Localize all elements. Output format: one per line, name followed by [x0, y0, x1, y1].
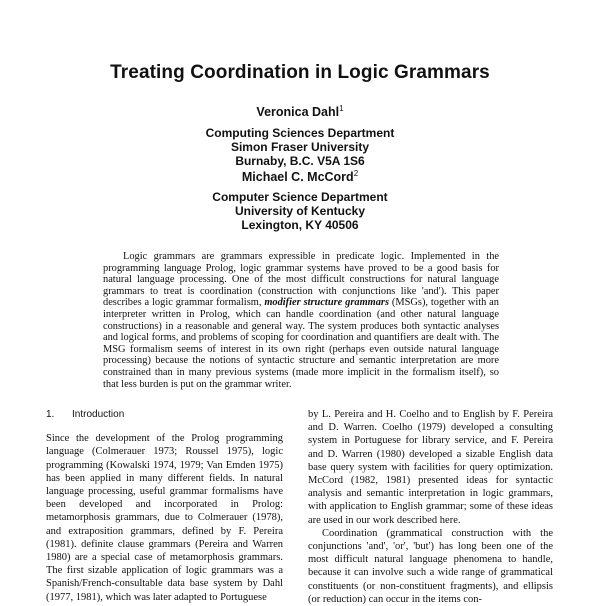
- author-name-text: Michael C. McCord: [241, 170, 354, 185]
- author-name: [0, 104, 600, 119]
- abstract: [103, 251, 499, 390]
- author-footnote-mark: 1: [339, 104, 344, 113]
- abstract-text-before: Logic grammars are grammars expressible in predicate logic. Implemented in the programming language Prolog, logic grammar systems have proved to be a good basis for natural language processing. One of the most difficult constructions for natural language grammars to treat is coordination (construction with conjunctions like 'and'). This paper describes a logic grammar formalism,: [103, 251, 499, 309]
- section-number: 1.: [46, 409, 55, 420]
- section-heading: [46, 408, 283, 421]
- affiliation-department: Computer Science Department: [212, 190, 388, 205]
- affiliation-address: Lexington, KY 40506: [241, 218, 359, 233]
- affiliation-institution: Simon Fraser University: [230, 140, 370, 155]
- body-paragraph: by L. Pereira and H. Coelho and to English by F. Pereira and D. Warren. Coelho (1979) developed a consulting system in Portuguese for library service, and F. Pereira and D. Warren (1980) developed a sizable English data base query system with facilities for query optimization. McCord (1982, 1981) presented ideas for syntactic analysis and semantic interpretation in logic grammars, with application to English grammar; some of these ideas are used in our work described here.: [308, 409, 553, 526]
- abstract-text-after: (MSGs), together with an interpreter written in Prolog, which can handle coordination (and other natural language constructions) in a reasonable and general way. The system produces both syntactic analyses and logical forms, and problems of scoping for coordination and quantifiers are dealt with. The MSG formalism seems of interest in its own right (perhaps even outside natural language processing) because the notions of syntactic structure and semantic interpretation are more constrained than in many previous systems (made more implicit in the formalism itself), so that less burden is put on the grammar writer.: [103, 297, 499, 390]
- section-title: Introduction: [72, 409, 125, 420]
- author-name-text: Veronica Dahl: [256, 105, 340, 120]
- affiliation-institution: University of Kentucky: [234, 204, 366, 219]
- author-block-2: [0, 169, 600, 232]
- author-block-1: [0, 104, 600, 168]
- body-column-left: [46, 408, 283, 604]
- body-paragraph: Coordination (grammatical construction with the conjunctions 'and', 'or', 'but') has long been one of the most difficult natural language phenomena to handle, because it can involve such a wide range of grammatical constituents (or non-constituent fragments), and ellipsis (or reduction) can occur in the items con-: [308, 527, 553, 605]
- abstract-term: modifier structure grammars: [264, 297, 390, 309]
- author-affiliation: [0, 126, 600, 168]
- affiliation-address: Burnaby, B.C. V5A 1S6: [235, 154, 365, 169]
- author-footnote-mark: 2: [353, 169, 359, 178]
- author-affiliation: [0, 190, 600, 232]
- affiliation-department: Computing Sciences Department: [205, 126, 395, 141]
- body-column-right: [308, 408, 553, 606]
- body-paragraph: Since the development of the Prolog programming language (Colmerauer 1973; Roussel 1975), logic programming (Kowalski 1974, 1979; Van Emden 1975) has been applied in many different fields. In natural language processing, useful grammar formalisms have been developed and incorporated in Prolog: metamorphosis grammars, due to Colmerauer (1978), and extraposition grammars, defined by F. Pereira (1981). definite clause grammars (Pereira and Warren 1980) are a special case of metamorphosis grammars. The first sizable application of logic grammars was a Spanish/French-consultable data base system by Dahl (1977, 1981), which was later adapted to Portuguese: [46, 433, 283, 603]
- paper-title: Treating Coordination in Logic Grammars: [110, 62, 490, 83]
- author-name: [0, 169, 600, 184]
